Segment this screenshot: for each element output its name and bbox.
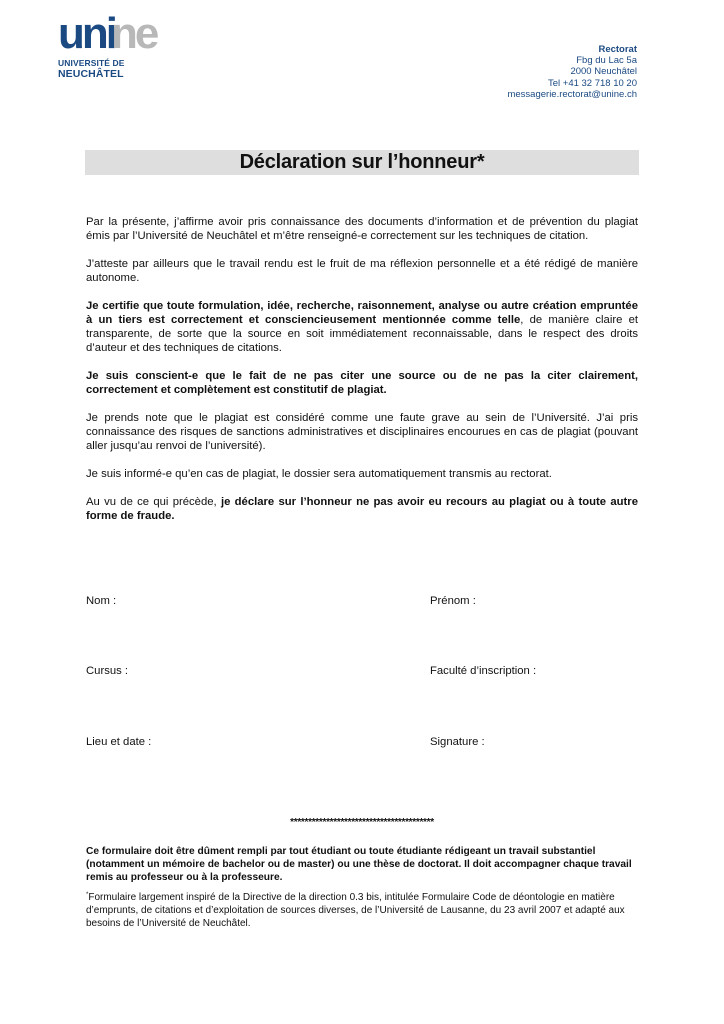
logo-line-2: NEUCHÂTEL bbox=[58, 68, 124, 80]
paragraph-3-rest: , de manière claire et transparente, de sorte que la source en soit immédiatement reconnaissable, dans le respect des droits d’auteur et des techniques de citations. bbox=[86, 314, 638, 355]
address-phone: Tel +41 32 718 10 20 bbox=[547, 77, 637, 89]
university-logo bbox=[58, 10, 168, 80]
paragraph-3 bbox=[86, 299, 638, 356]
unine-wordmark bbox=[58, 10, 168, 56]
footnote bbox=[86, 891, 642, 930]
svg-text:ne: ne bbox=[111, 10, 157, 56]
sender-address bbox=[507, 44, 637, 100]
address-department: Rectorat bbox=[598, 44, 637, 55]
address-city: 2000 Neuchâtel bbox=[570, 66, 637, 78]
footnote-text: Formulaire largement inspiré de la Directive de la direction 0.3 bis, intitulée Formulaire Code de déontologie en matière d’emprunts, de citations et d’exploitation de sources diverses, de l’Université de Lausanne, du 23 avril 2007 et adapté aux besoins de l’Université de Neuchâtel. bbox=[86, 892, 625, 929]
footnote-marker: * bbox=[86, 892, 89, 898]
declaration-body bbox=[86, 215, 638, 537]
paragraph-1: Par la présente, j’affirme avoir pris connaissance des documents d’information et de prévention du plagiat émis par l’Université de Neuchâtel et m’être renseigné-e correctement sur les techniques de citation. bbox=[86, 216, 638, 243]
paragraph-7 bbox=[86, 495, 638, 523]
paragraph-4-bold: Je suis conscient-e que le fait de ne pas citer une source ou de ne pas la citer clairement, correctement et complètement est constitutif de plagiat. bbox=[86, 370, 638, 397]
field-faculte[interactable]: Faculté d’inscription : bbox=[430, 665, 537, 677]
field-nom[interactable]: Nom : bbox=[86, 595, 117, 607]
paragraph-7-normal: Au vu de ce qui précède, bbox=[86, 495, 221, 508]
paragraph-7-bold: je déclare sur l’honneur ne pas avoir eu recours au plagiat ou à toute autre forme de fraude. bbox=[86, 495, 638, 523]
title-bar bbox=[85, 150, 639, 175]
field-lieu-date[interactable]: Lieu et date : bbox=[86, 736, 152, 748]
document-title: Déclaration sur l’honneur* bbox=[239, 151, 485, 173]
logo-line-1: UNIVERSITÉ DE bbox=[58, 58, 125, 68]
svg-text:uni: uni bbox=[58, 10, 115, 56]
separator-stars: **************************************** bbox=[290, 817, 434, 828]
address-street: Fbg du Lac 5a bbox=[576, 55, 637, 67]
paragraph-2: J’atteste par ailleurs que le travail rendu est le fruit de ma réflexion personnelle et a été rédigé de manière autonome. bbox=[86, 257, 638, 285]
field-signature[interactable]: Signature : bbox=[430, 736, 485, 748]
paragraph-3-bold: Je certifie que toute formulation, idée, recherche, raisonnement, analyse ou autre création empruntée à un tiers est correctement et consciencieusement mentionnée comme telle bbox=[86, 299, 638, 327]
field-cursus[interactable]: Cursus : bbox=[86, 665, 129, 677]
logo-text bbox=[58, 58, 124, 80]
paragraph-5: Je prends note que le plagiat est considéré comme une faute grave au sein de l’Université. J’ai pris connaissance des risques de sanctions administratives et disciplinaires encourues en cas de plagiat (pouvant aller jusqu’au renvoi de l’université). bbox=[86, 412, 638, 453]
field-prenom[interactable]: Prénom : bbox=[430, 595, 476, 607]
paragraph-6: Je suis informé-e qu’en cas de plagiat, le dossier sera automatiquement transmis au rectorat. bbox=[86, 468, 552, 481]
paragraph-4 bbox=[86, 369, 638, 397]
address-email: messagerie.rectorat@unine.ch bbox=[507, 88, 637, 100]
submission-note: Ce formulaire doit être dûment rempli par tout étudiant ou toute étudiante rédigeant un travail substantiel (notamment un mémoire de bachelor ou de master) ou une thèse de doctorat. Il doit accompagner chaque travail remis au professeur ou à la professeure. bbox=[86, 846, 632, 884]
